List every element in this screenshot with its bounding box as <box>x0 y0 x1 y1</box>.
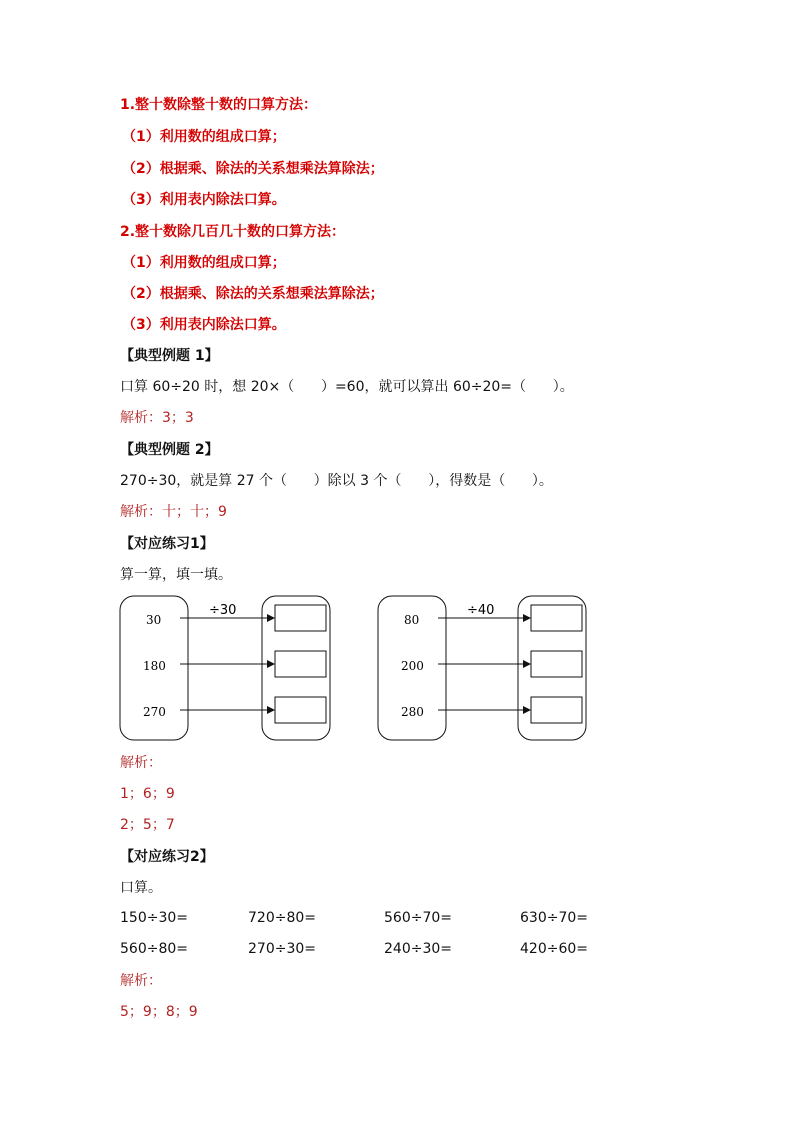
calc-row1-3: 560÷70= <box>384 910 452 926</box>
right-input-3: 280 <box>401 705 424 719</box>
left-input-1: 30 <box>146 613 162 627</box>
calc-row1-4: 630÷70= <box>520 910 588 926</box>
right-input-1: 80 <box>404 613 420 627</box>
practice1-answer-label: 解析： <box>120 755 162 771</box>
example2-answer: 解析：十；十；9 <box>120 504 227 520</box>
right-input-2: 200 <box>401 659 424 673</box>
practice1-heading: 【对应练习1】 <box>120 536 214 552</box>
example2-question: 270÷30，就是算 27 个（ ）除以 3 个（ ），得数是（ ）。 <box>120 473 553 489</box>
practice2-answer-line: 5；9；8；9 <box>120 1004 198 1020</box>
calc-row2-2: 270÷30= <box>248 941 316 957</box>
right-answer-slot-1[interactable] <box>531 605 582 631</box>
calc-row2-3: 240÷30= <box>384 941 452 957</box>
example1-heading: 【典型例题 1】 <box>120 348 219 364</box>
method1-item-3: （3）利用表内除法口算。 <box>122 192 286 208</box>
left-input-2: 180 <box>143 659 166 673</box>
practice2-heading: 【对应练习2】 <box>120 849 214 865</box>
method2-item-2: （2）根据乘、除法的关系想乘法算除法； <box>122 286 384 302</box>
calc-row2-1: 560÷80= <box>120 941 188 957</box>
right-answer-slot-3[interactable] <box>531 697 582 723</box>
example1-question: 口算 60÷20 时，想 20×（ ）=60，就可以算出 60÷20=（ ）。 <box>120 379 574 395</box>
calc-row1-1: 150÷30= <box>120 910 188 926</box>
method2-item-1: （1）利用数的组成口算； <box>122 255 286 271</box>
left-operation-label: ÷30 <box>209 603 237 618</box>
right-operation-label: ÷40 <box>467 603 495 618</box>
example2-heading: 【典型例题 2】 <box>120 442 219 458</box>
method2-title: 2.整十数除几百几十数的口算方法： <box>120 224 346 240</box>
practice1-answer-line1: 1；6；9 <box>120 786 175 802</box>
left-diagram <box>120 596 330 740</box>
right-answer-slot-2[interactable] <box>531 651 582 677</box>
method2-item-3: （3）利用表内除法口算。 <box>122 317 286 333</box>
left-input-3: 270 <box>143 705 166 719</box>
left-answer-slot-1[interactable] <box>275 605 326 631</box>
right-diagram <box>378 596 586 740</box>
example1-answer: 解析：3；3 <box>120 410 194 426</box>
left-answer-slot-3[interactable] <box>275 697 326 723</box>
practice2-instruction: 口算。 <box>120 880 162 896</box>
method1-item-1: （1）利用数的组成口算； <box>122 129 286 145</box>
method1-item-2: （2）根据乘、除法的关系想乘法算除法； <box>122 161 384 177</box>
practice1-answer-line2: 2；5；7 <box>120 817 175 833</box>
calc-row2-4: 420÷60= <box>520 941 588 957</box>
method1-title: 1.整十数除整十数的口算方法： <box>120 97 318 113</box>
left-answer-slot-2[interactable] <box>275 651 326 677</box>
practice1-instruction: 算一算，填一填。 <box>120 567 232 583</box>
practice2-answer-label: 解析： <box>120 973 162 989</box>
calc-row1-2: 720÷80= <box>248 910 316 926</box>
